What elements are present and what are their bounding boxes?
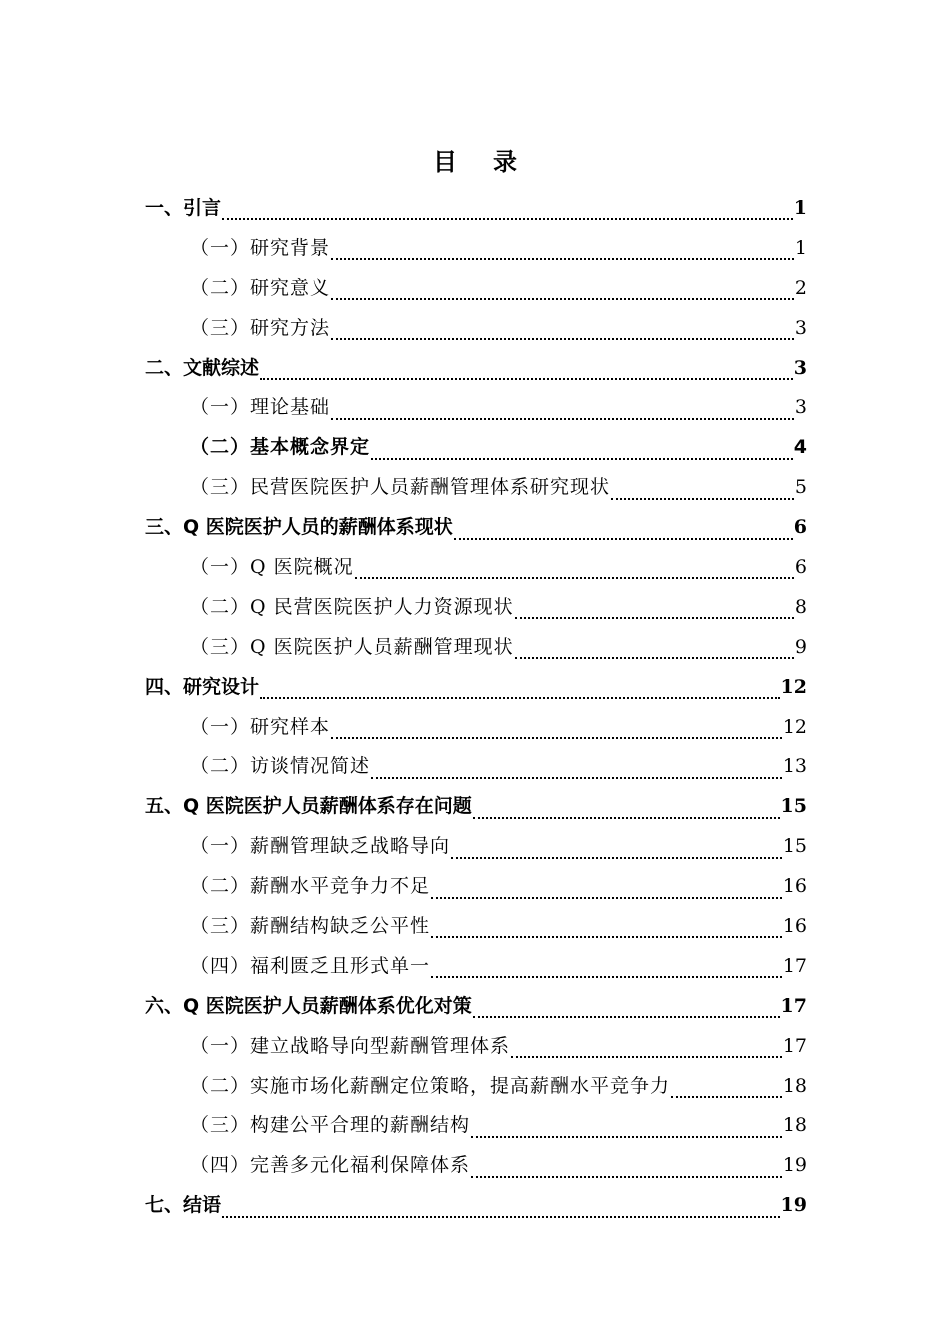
toc-dot-leader — [331, 323, 794, 343]
toc-entry-title: 四、研究设计 — [145, 675, 260, 698]
toc-page-number: 3 — [794, 396, 807, 419]
toc-entry-title: （一）Q 医院概况 — [190, 556, 354, 579]
toc-section-entry[interactable] — [145, 1106, 807, 1146]
toc-page-number: 12 — [780, 675, 807, 698]
toc-page-number: 17 — [780, 994, 807, 1017]
toc-entry-title: （一）研究样本 — [190, 715, 331, 738]
toc-section-entry[interactable] — [145, 428, 807, 468]
toc-entry-title: （三）Q 医院医护人员薪酬管理现状 — [190, 635, 514, 658]
toc-page-number: 18 — [782, 1114, 807, 1137]
toc-page-number: 4 — [793, 436, 807, 459]
toc-entry-title: （二）薪酬水平竞争力不足 — [190, 875, 431, 898]
toc-dot-leader — [471, 1161, 782, 1181]
toc-page-number: 8 — [794, 595, 807, 618]
toc-entry-title: （二）Q 民营医院医护人力资源现状 — [190, 595, 514, 618]
toc-dot-leader — [473, 1001, 780, 1021]
toc-dot-leader — [515, 602, 794, 622]
toc-section-entry[interactable] — [145, 907, 807, 947]
toc-page-number: 1 — [793, 197, 807, 219]
toc-chapter-entry[interactable] — [145, 668, 807, 708]
toc-entry-title: 七、结语 — [145, 1194, 222, 1217]
toc-page-number: 17 — [782, 1034, 807, 1057]
toc-section-entry[interactable] — [145, 388, 807, 428]
toc-dot-leader — [473, 802, 780, 822]
toc-dot-leader — [431, 882, 782, 902]
toc-entry-title: （三）薪酬结构缺乏公平性 — [190, 915, 431, 938]
toc-dot-leader — [222, 1201, 780, 1221]
toc-chapter-entry[interactable] — [145, 189, 807, 229]
toc-page-number: 2 — [794, 276, 807, 299]
toc-dot-leader — [671, 1081, 782, 1101]
toc-section-entry[interactable] — [145, 1067, 807, 1107]
toc-page-number: 13 — [782, 755, 807, 778]
toc-page-number: 16 — [782, 875, 807, 898]
toc-dot-leader — [515, 642, 794, 662]
toc-page-number: 19 — [782, 1154, 807, 1177]
toc-page-number: 3 — [793, 356, 807, 379]
toc-entry-title: （一）薪酬管理缺乏战略导向 — [190, 835, 451, 858]
toc-entry-title: （一）建立战略导向型薪酬管理体系 — [190, 1034, 511, 1057]
toc-dot-leader — [331, 722, 782, 742]
toc-section-entry[interactable] — [145, 548, 807, 588]
toc-section-entry[interactable] — [145, 588, 807, 628]
toc-page-number: 17 — [782, 954, 807, 977]
toc-section-entry[interactable] — [145, 309, 807, 349]
toc-entry-title: （二）访谈情况简述 — [190, 755, 371, 778]
toc-entry-title: （二）实施市场化薪酬定位策略，提高薪酬水平竞争力 — [190, 1074, 671, 1097]
toc-section-entry[interactable] — [145, 269, 807, 309]
toc-chapter-entry[interactable] — [145, 987, 807, 1027]
toc-chapter-entry[interactable] — [145, 349, 807, 389]
toc-section-entry[interactable] — [145, 1027, 807, 1067]
toc-section-entry[interactable] — [145, 1146, 807, 1186]
toc-dot-leader — [331, 403, 794, 423]
toc-page-number: 6 — [794, 556, 807, 579]
toc-title: 目录 — [433, 147, 553, 176]
toc-dot-leader — [611, 483, 794, 503]
toc-entry-title: （四）福利匮乏且形式单一 — [190, 954, 431, 977]
toc-page-number: 19 — [780, 1194, 807, 1217]
toc-section-entry[interactable] — [145, 867, 807, 907]
toc-page-number: 9 — [794, 635, 807, 658]
toc-chapter-entry[interactable] — [145, 1186, 807, 1226]
toc-section-entry[interactable] — [145, 468, 807, 508]
toc-section-entry[interactable] — [145, 229, 807, 269]
toc-dot-leader — [331, 283, 794, 303]
toc-dot-leader — [355, 562, 794, 582]
toc-page-number: 16 — [782, 915, 807, 938]
toc-dot-leader — [511, 1041, 782, 1061]
toc-dot-leader — [431, 921, 782, 941]
toc-dot-leader — [371, 443, 793, 463]
toc-page-number: 3 — [794, 316, 807, 339]
toc-page-number: 18 — [782, 1074, 807, 1097]
toc-dot-leader — [431, 961, 782, 981]
toc-dot-leader — [222, 203, 793, 223]
toc-dot-leader — [371, 762, 782, 782]
toc-entry-title: （四）完善多元化福利保障体系 — [190, 1154, 471, 1177]
toc-page-number: 15 — [782, 835, 807, 858]
toc-page-number: 12 — [782, 715, 807, 738]
toc-entry-title: 六、Q 医院医护人员薪酬体系优化对策 — [145, 994, 472, 1017]
toc-page-number: 5 — [794, 476, 807, 499]
toc-page-number: 1 — [794, 236, 807, 259]
toc-entry-title: 一、引言 — [145, 197, 222, 219]
toc-entry-title: （三）研究方法 — [190, 316, 331, 339]
toc-dot-leader — [260, 363, 793, 383]
toc-section-entry[interactable] — [145, 708, 807, 748]
toc-dot-leader — [471, 1121, 782, 1141]
toc-entry-title: （二）基本概念界定 — [190, 436, 371, 459]
toc-list — [145, 189, 807, 1226]
toc-page-number: 6 — [793, 516, 807, 539]
toc-entry-title: 二、文献综述 — [145, 356, 260, 379]
toc-entry-title: （一）研究背景 — [190, 236, 331, 259]
toc-section-entry[interactable] — [145, 628, 807, 668]
toc-dot-leader — [260, 682, 780, 702]
toc-section-entry[interactable] — [145, 827, 807, 867]
toc-dot-leader — [331, 243, 794, 263]
toc-entry-title: （三）构建公平合理的薪酬结构 — [190, 1114, 471, 1137]
toc-dot-leader — [451, 842, 782, 862]
toc-section-entry[interactable] — [145, 947, 807, 987]
toc-dot-leader — [454, 523, 793, 543]
toc-page-number: 15 — [780, 795, 807, 818]
toc-entry-title: 五、Q 医院医护人员薪酬体系存在问题 — [145, 795, 472, 818]
toc-entry-title: 三、Q 医院医护人员的薪酬体系现状 — [145, 516, 453, 539]
toc-entry-title: （二）研究意义 — [190, 276, 331, 299]
toc-chapter-entry[interactable] — [145, 787, 807, 827]
toc-entry-title: （三）民营医院医护人员薪酬管理体系研究现状 — [190, 476, 611, 499]
toc-entry-title: （一）理论基础 — [190, 396, 331, 419]
toc-chapter-entry[interactable] — [145, 508, 807, 548]
toc-section-entry[interactable] — [145, 747, 807, 787]
